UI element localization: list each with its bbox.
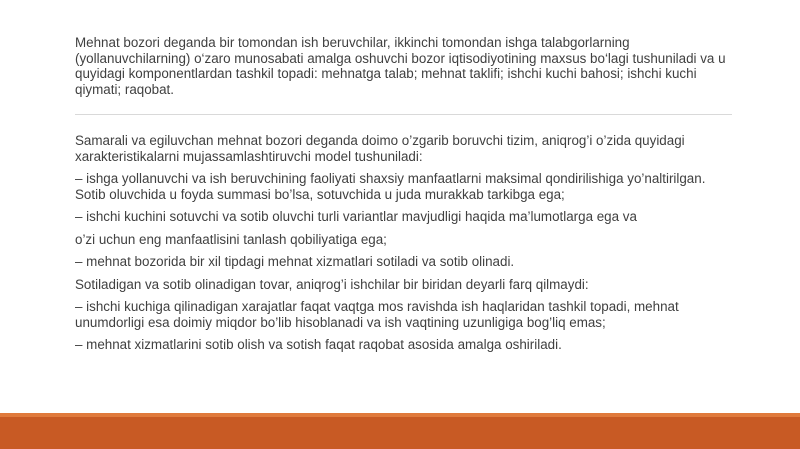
- body-paragraph-8: – mehnat xizmatlarini sotib olish va sotish faqat raqobat asosida amalga oshiriladi.: [75, 337, 562, 352]
- footer-bar: [0, 413, 800, 449]
- body-paragraph-5: – mehnat bozorida bir xil tipdagi mehnat xizmatlari sotiladi va sotib olinadi.: [75, 254, 515, 269]
- body-paragraph-4: o’zi uchun eng manfaatlisini tanlash qobiliyatiga ega;: [75, 231, 387, 247]
- body-paragraph-3: – ishchi kuchini sotuvchi va sotib oluvchi turli variantlar mavjudligi haqida ma’lumotlarga ega va: [75, 209, 637, 224]
- intro-paragraph: Mehnat bozori deganda bir tomondan ish beruvchilar, ikkinchi tomondan ishga talabgorlarning (yollanuvchilarning) o‘zaro munosabati amalga oshuvchi bozor iqtisodiyotining maxsus bo‘lagi tushuniladi va u quyidagi komponentlardan tashkil topadi: mehnatga talab; mehnat taklifi; ishchi kuchi bahosi; ishchi kuchi qiymati; raqobat.: [75, 35, 726, 97]
- body-paragraph-6: Sotiladigan va sotib olinadigan tovar, aniqrog’i ishchilar bir biridan deyarli farq qilmaydi:: [75, 276, 589, 292]
- divider-line: [75, 114, 732, 115]
- body-text: [75, 133, 735, 353]
- body-paragraph-7: – ishchi kuchiga qilinadigan xarajatlar faqat vaqtga mos ravishda ish haqlaridan tashkil topadi, mehnat unumdorligi esa doimiy miqdor bo’lib hisoblanadi va ish vaqtining uzunligiga bog’liq emas;: [75, 299, 679, 330]
- body-paragraph-2: – ishga yollanuvchi va ish beruvchining faoliyati shaxsiy manfaatlarni maksimal qondirilishiga yo’naltirilgan. Sotib oluvchida u foyda summasi bo’lsa, sotuvchida u juda murakkab tarkibga ega;: [75, 171, 706, 202]
- footer-accent-line: [0, 413, 800, 417]
- body-paragraph-1: Samarali va egiluvchan mehnat bozori deganda doimo o’zgarib boruvchi tizim, aniqrog’i o’zida quyidagi xarakteristikalarni mujassamlashtiruvchi model tushuniladi:: [75, 133, 685, 164]
